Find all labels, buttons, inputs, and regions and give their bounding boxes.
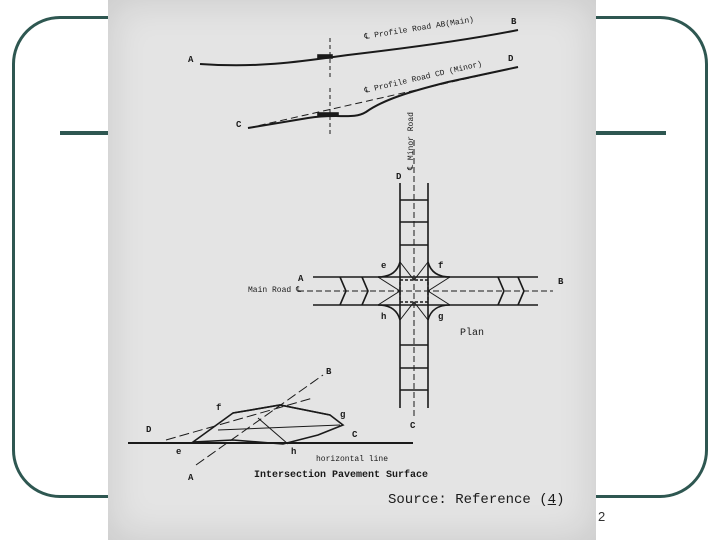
- source-reference-word: Reference: [455, 492, 531, 508]
- surface-horizontal-line-label: horizontal line: [316, 455, 389, 464]
- surface-letter-a: A: [188, 473, 194, 483]
- profile-cd-label: ℄ Profile Road CD (Minor): [363, 59, 484, 96]
- plan-minor-road-label: ℄ Minor Road: [407, 112, 416, 170]
- source-citation: Source: Reference (4): [388, 492, 565, 508]
- profile-cd-end-letter: D: [508, 54, 514, 64]
- profile-cd-dashed-grade: [248, 67, 518, 128]
- profile-ab-start-letter: A: [188, 55, 194, 65]
- page-number: 2: [598, 509, 606, 524]
- profile-ab-crossing: [318, 55, 332, 58]
- surface-letter-h: h: [291, 447, 297, 457]
- surface-letter-c: C: [352, 430, 358, 440]
- plan-letter-c: C: [410, 421, 416, 431]
- surface-letter-d: D: [146, 425, 152, 435]
- plan-letter-f: f: [438, 261, 444, 271]
- profile-cd-crossing: [318, 113, 338, 116]
- profile-cd-start-letter: C: [236, 120, 242, 130]
- surface-letter-g: g: [340, 410, 346, 420]
- plan-letter-h: h: [381, 312, 387, 322]
- plan-title: Plan: [460, 328, 485, 339]
- surface-letter-f: f: [216, 403, 222, 413]
- profile-ab-label: ℄ Profile Road AB(Main): [363, 15, 475, 42]
- plan-main-road-label: Main Road ℄: [248, 286, 302, 295]
- profile-ab-line: [200, 30, 518, 65]
- plan-main-road: [298, 274, 553, 305]
- surface-sketch: [128, 375, 416, 465]
- plan-letter-e: e: [381, 261, 387, 271]
- profile-ab-end-letter: B: [511, 17, 517, 27]
- plan-letter-g: g: [438, 312, 444, 322]
- surface-letter-e: e: [176, 447, 182, 457]
- source-prefix: Source:: [388, 492, 447, 508]
- plan-letter-d: D: [396, 172, 402, 182]
- scanned-figure: [108, 0, 596, 540]
- plan-letter-a: A: [298, 274, 304, 284]
- plan-letter-b: B: [558, 277, 564, 287]
- plan-minor-road: [400, 140, 428, 418]
- surface-letter-b: B: [326, 367, 332, 377]
- surface-caption: Intersection Pavement Surface: [254, 470, 429, 481]
- source-reference-number: 4: [547, 492, 557, 508]
